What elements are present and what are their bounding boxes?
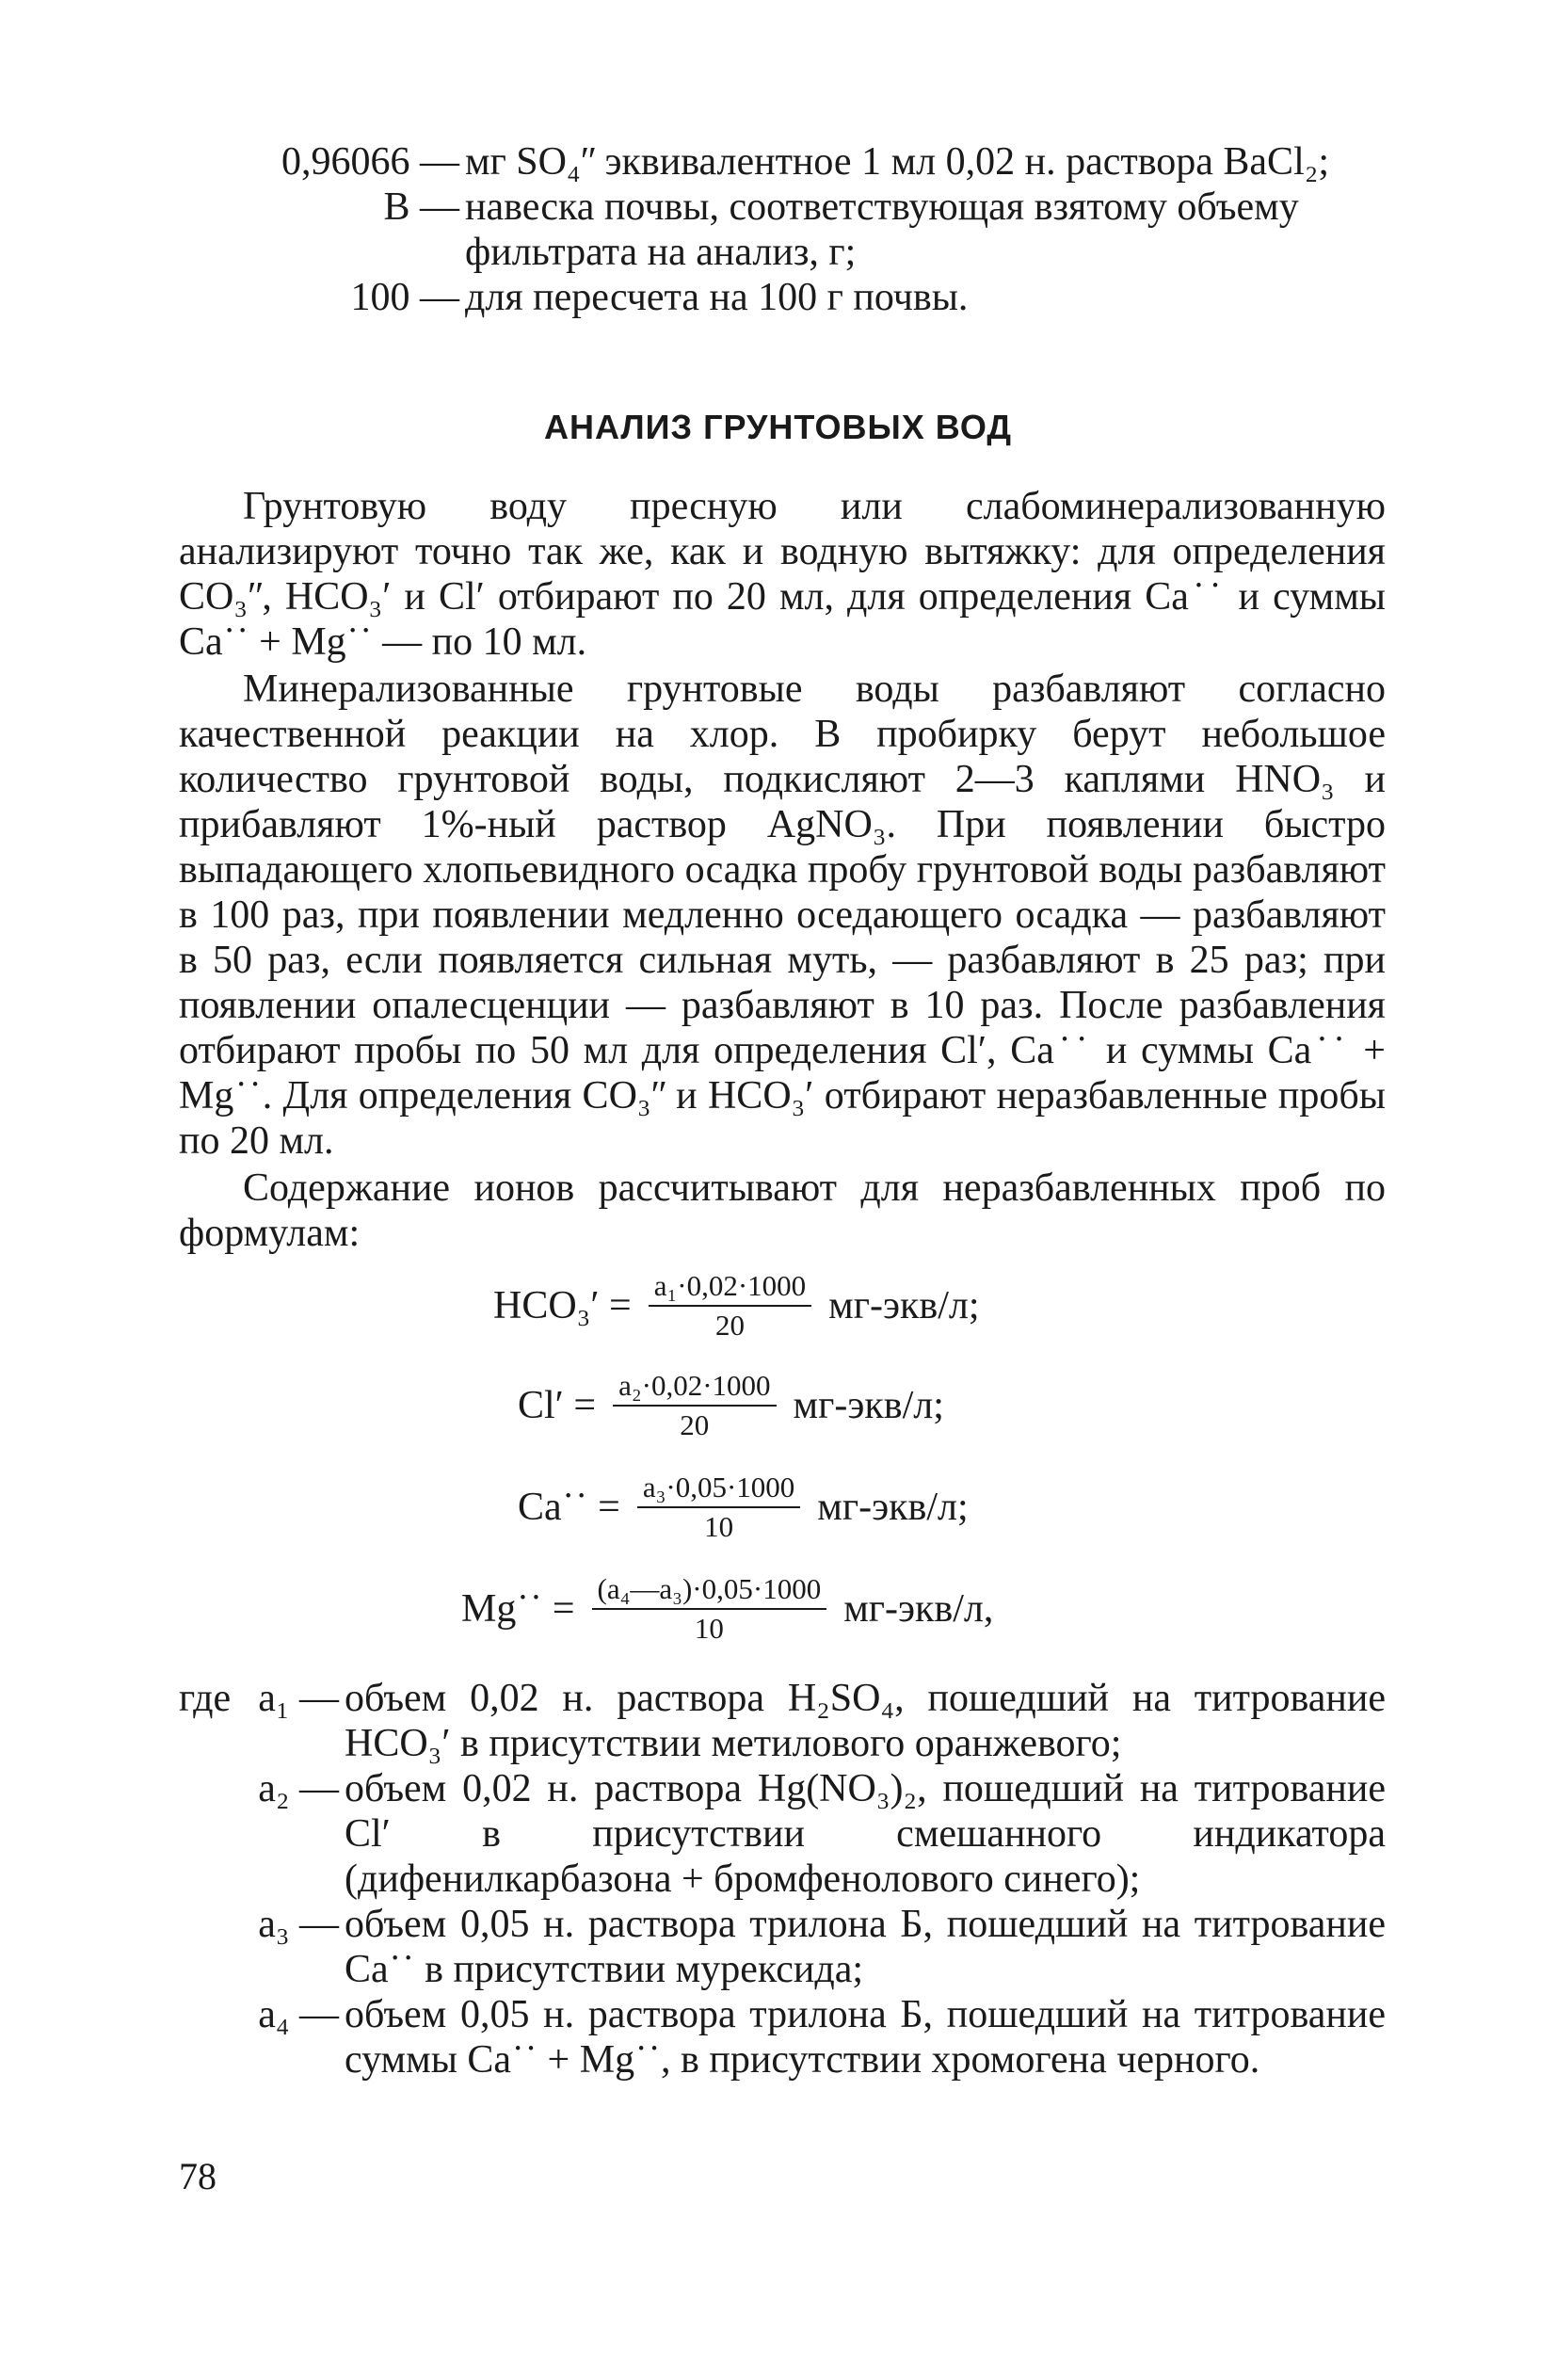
formula-fraction [613,1369,776,1442]
definition-text: объем 0,02 н. раствора H₂SO₄, пошедший на титрование HCO₃′ в присутствии метилового оранжевого; [345,1677,1386,1765]
definition-text: объем 0,05 н. раствора трилона Б, пошедший на титрование суммы Ca˙˙ + Mg˙˙, в присутствии хромогена черного. [345,1993,1386,2082]
formula-ca [518,1471,969,1544]
paragraph: Грунтовую воду пресную или слабоминерализованную анализируют точно так же, как и водную вытяжку: для определения CO₃ʺ, HCO₃′ и Cl′ отбирают по 20 мл, для определения Ca˙˙ и суммы Ca˙˙ + Mg˙˙ — по 10 мл. [179,485,1386,664]
definition-item [0,275,1386,320]
definition-term: a₁ — [258,1677,339,1720]
fraction-denominator: 10 [694,1612,724,1645]
fraction-numerator: a₃·0,05·1000 [637,1471,800,1508]
where-label: где [179,1677,232,1720]
fraction-denominator: 20 [714,1309,745,1342]
definition-item [0,185,1386,275]
definition-item [0,1902,1386,1992]
fraction-numerator: a₁·0,02·1000 [649,1269,811,1307]
definition-term: 100 — [350,276,459,319]
definition-text: навеска почвы, соответствующая взятому объему фильтрата на анализ, г; [465,185,1299,274]
definition-text: объем 0,05 н. раствора трилона Б, пошедший на титрование Ca˙˙ в присутствии мурексида; [345,1903,1386,1991]
variable-definitions-top [0,139,1386,320]
formula-cl [518,1369,944,1442]
formula-unit: мг-экв/л, [843,1587,994,1631]
variable-definitions-bottom [0,1676,1386,2082]
definition-text: объем 0,02 н. раствора Hg(NO₃)₂, пошедший на титрование Cl′ в присутствии смешанного индикатора (дифенилкарбазона + бромфенолового синего); [345,1767,1386,1901]
definition-term: B — [383,185,459,229]
definition-text: мг SO₄ʺ эквивалентное 1 мл 0,02 н. раствора BaCl₂; [465,140,1330,184]
definition-item [0,1766,1386,1902]
formula-lhs: HCO₃′ = [493,1284,632,1327]
fraction-numerator: (a₄—a₃)·0,05·1000 [592,1572,827,1610]
formula-unit: мг-экв/л; [828,1284,980,1327]
formula-fraction [637,1471,800,1544]
definition-item [0,1992,1386,2082]
fraction-numerator: a₂·0,02·1000 [613,1369,776,1407]
definition-term: a₂ — [258,1767,339,1810]
formula-mg [461,1572,993,1646]
definition-term: a₄ — [258,1993,339,2036]
definition-text: для пересчета на 100 г почвы. [465,276,969,319]
page-number: 78 [179,2155,217,2197]
definition-item [0,139,1386,185]
formula-unit: мг-экв/л; [817,1486,969,1529]
paragraph: Минерализованные грунтовые воды разбавляют согласно качественной реакции на хлор. В пробирку берут небольшое количество грунтовой воды, подкисляют 2—3 каплями HNO₃ и прибавляют 1%-ный раствор AgNO₃. При появлении быстро выпадающего хлопьевидного осадка пробу грунтовой воды разбавляют в 100 раз, при появлении медленно оседающего осадка — разбавляют в 50 раз, если появляется сильная муть, — разбавляют в 25 раз; при появлении опалесценции — разбавляют в 10 раз. После разбавления отбирают пробы по 50 мл для определения Cl′, Ca˙˙ и суммы Ca˙˙ + Mg˙˙. Для определения CO₃ʺ и HCO₃′ отбирают неразбавленные пробы по 20 мл. [179,667,1386,1163]
formula-lhs: Mg˙˙ = [461,1587,575,1631]
paragraph: Содержание ионов рассчитывают для неразбавленных проб по формулам: [179,1166,1386,1255]
formula-lhs: Ca˙˙ = [518,1486,620,1529]
formula-fraction [592,1572,827,1646]
formula-unit: мг-экв/л; [793,1384,944,1427]
fraction-denominator: 10 [704,1510,734,1543]
definition-item [0,1676,1386,1766]
formula-hco3 [493,1269,980,1343]
definition-term: a₃ — [258,1903,339,1946]
fraction-denominator: 20 [680,1408,710,1441]
formula-lhs: Cl′ = [518,1384,597,1427]
section-heading: АНАЛИЗ ГРУНТОВЫХ ВОД [543,408,1013,446]
definition-term: 0,96066 — [281,140,459,184]
formula-fraction [649,1269,811,1343]
